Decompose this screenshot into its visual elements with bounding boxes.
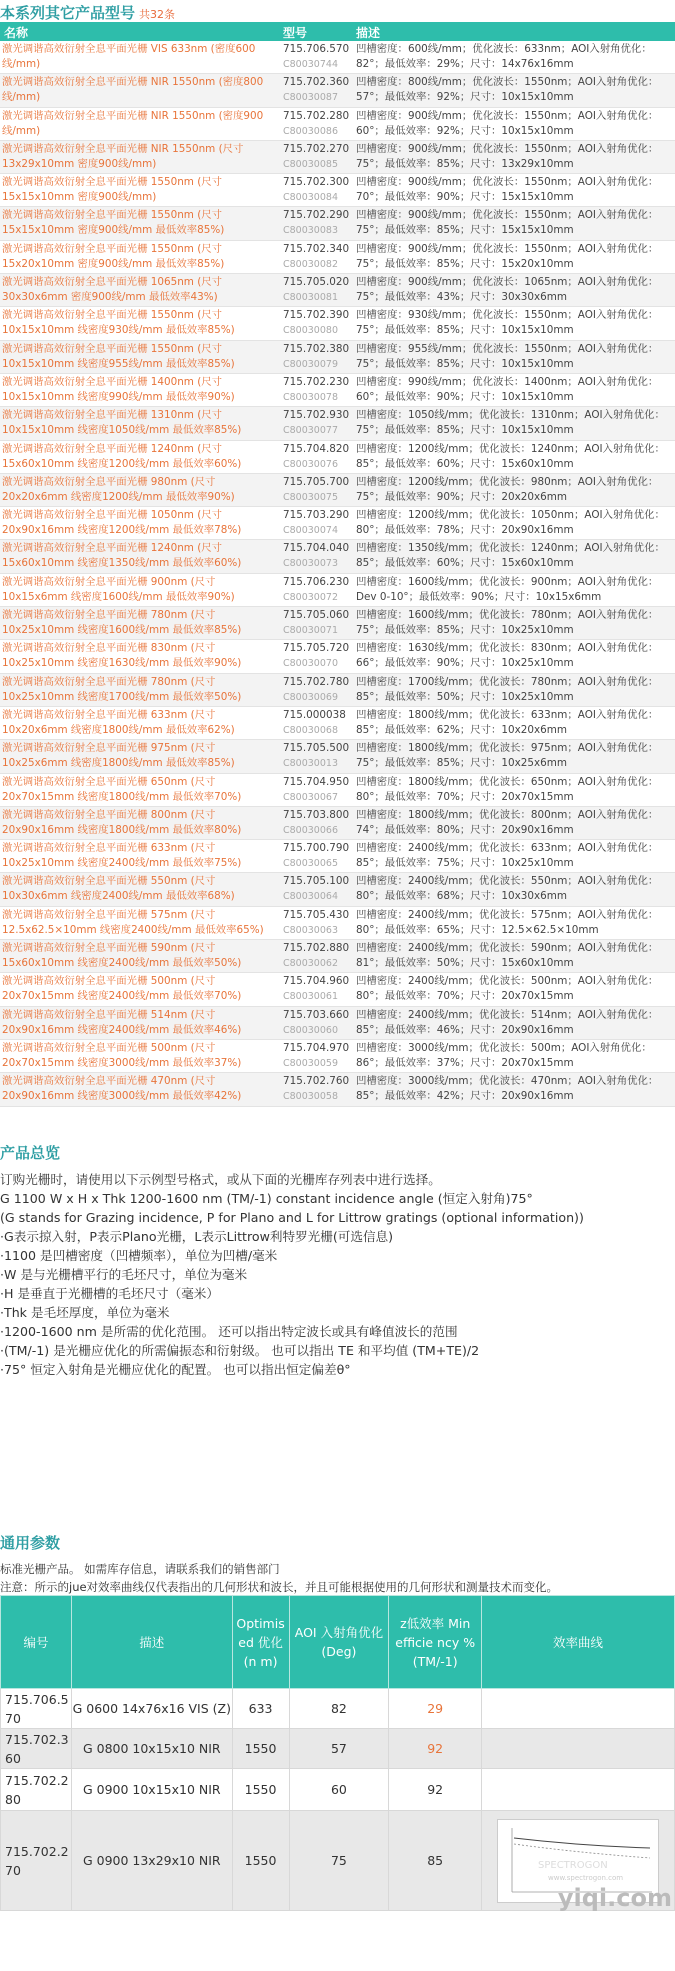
product-code-secondary: C80030078 — [283, 391, 338, 403]
product-code — [283, 342, 353, 372]
product-name-link[interactable]: 激光调谐高效衍射全息平面光栅 975nm (尺寸10x25x6mm 线密度1800线/mm 最低效率85%) — [2, 742, 235, 770]
th-aoi: AOI 入射角优化 (Deg) — [289, 1596, 389, 1689]
product-code-main: 715.702.780 — [283, 675, 350, 688]
product-row[interactable] — [0, 1007, 675, 1040]
product-code — [283, 408, 353, 438]
product-code-secondary: C80030064 — [283, 891, 338, 903]
product-list — [0, 22, 675, 1107]
product-code — [283, 175, 353, 205]
product-name-link[interactable]: 激光调谐高效衍射全息平面光栅 650nm (尺寸20x70x15mm 线密度1800线/mm 最低效率70%) — [2, 775, 242, 803]
param-curve — [482, 1769, 675, 1811]
product-row[interactable] — [0, 774, 675, 807]
product-code-secondary: C80030079 — [283, 358, 338, 370]
product-name-link[interactable]: 激光调谐高效衍射全息平面光栅 500nm (尺寸20x70x15mm 线密度2400线/mm 最低效率70%) — [2, 975, 242, 1003]
param-opt: 633 — [232, 1689, 289, 1729]
product-code — [283, 908, 353, 938]
product-list-header — [0, 22, 675, 41]
product-row[interactable] — [0, 441, 675, 474]
product-code-secondary: C80030074 — [283, 525, 338, 537]
th-opt: Optimis ed 优化(n m) — [232, 1596, 289, 1689]
product-row[interactable] — [0, 474, 675, 507]
product-code — [283, 508, 353, 538]
param-opt: 1550 — [232, 1811, 289, 1911]
product-code-secondary: C80030058 — [283, 1091, 338, 1103]
product-row[interactable] — [0, 374, 675, 407]
overview-line: 订购光栅时，请使用以下示例型号格式，或从下面的光栅库存列表中进行选择。 — [0, 1172, 441, 1187]
product-code-main: 715.705.060 — [283, 609, 350, 622]
param-desc: G 0800 10x15x10 NIR — [71, 1729, 232, 1769]
product-code — [283, 275, 353, 305]
product-desc: 凹槽密度：1630线/mm；优化波长：830nm；AOI入射角优化：66°；最低效率：90%；尺寸：10x25x10mm — [356, 642, 659, 670]
product-desc: 凹槽密度：900线/mm；优化波长：1065nm；AOI入射角优化：75°；最低效率：43%；尺寸：30x30x6mm — [356, 276, 659, 304]
params-row — [1, 1769, 675, 1811]
product-code — [283, 1008, 353, 1038]
product-code — [283, 675, 353, 705]
product-code — [283, 841, 353, 871]
product-code-secondary: C80030086 — [283, 125, 338, 137]
product-code-main: 715.705.430 — [283, 908, 350, 921]
overview-line: ·(TM/-1) 是光栅应优化的所需偏振态和衍射级。 也可以指出 TE 和平均值 (TM+TE)/2 — [0, 1343, 480, 1358]
product-row[interactable] — [0, 141, 675, 174]
product-row[interactable] — [0, 907, 675, 940]
product-code-secondary: C80030063 — [283, 924, 338, 936]
param-desc: G 0900 13x29x10 NIR — [71, 1811, 232, 1911]
product-code — [283, 308, 353, 338]
product-code — [283, 42, 353, 72]
product-code-main: 715.702.380 — [283, 342, 350, 355]
product-code-main: 715.706.230 — [283, 575, 350, 588]
product-name-link[interactable]: 激光调谐高效衍射全息平面光栅 1310nm (尺寸10x15x10mm 线密度1050线/mm 最低效率85%) — [2, 409, 242, 437]
product-desc: 凹槽密度：3000线/mm；优化波长：500m；AOI入射角优化：86°；最低效率：37%；尺寸：20x70x15mm — [356, 1041, 652, 1069]
product-code-secondary: C80030077 — [283, 425, 338, 437]
param-aoi: 60 — [289, 1769, 389, 1811]
product-code — [283, 608, 353, 638]
overview-line: ·1100 是凹槽密度（凹槽频率），单位为凹槽/毫米 — [0, 1248, 278, 1263]
product-name-link[interactable]: 激光调谐高效衍射全息平面光栅 NIR 1550nm (尺寸13x29x10mm 密度900线/mm) — [2, 142, 244, 170]
params-row — [1, 1689, 675, 1729]
params-note-1: 标准光栅产品。 如需库存信息，请联系我们的销售部门 — [0, 1562, 280, 1576]
product-desc: 凹槽密度：1600线/mm；优化波长：780nm；AOI入射角优化：75°；最低效率：85%；尺寸：10x25x10mm — [356, 609, 659, 637]
product-desc: 凹槽密度：900线/mm；优化波长：1550nm；AOI入射角优化：75°；最低效率：85%；尺寸：13x29x10mm — [356, 142, 659, 170]
product-desc: 凹槽密度：800线/mm；优化波长：1550nm；AOI入射角优化：57°；最低效率：92%；尺寸：10x15x10mm — [356, 76, 659, 104]
product-name-link[interactable]: 激光调谐高效衍射全息平面光栅 900nm (尺寸10x15x6mm 线密度1600线/mm 最低效率90%) — [2, 575, 235, 603]
product-code-main: 715.703.290 — [283, 509, 350, 522]
product-code-main: 715.704.950 — [283, 775, 350, 788]
product-code-main: 715.704.820 — [283, 442, 350, 455]
product-desc: 凹槽密度：990线/mm；优化波长：1400nm；AOI入射角优化：60°；最低效率：90%；尺寸：10x15x10mm — [356, 375, 659, 403]
product-row[interactable] — [0, 807, 675, 840]
param-curve — [482, 1811, 675, 1911]
product-row[interactable] — [0, 241, 675, 274]
product-code-secondary: C80030076 — [283, 458, 338, 470]
param-eff: 85 — [389, 1811, 482, 1911]
product-code-secondary: C80030073 — [283, 558, 338, 570]
product-code-secondary: C80030068 — [283, 724, 338, 736]
product-name-link[interactable]: 激光调谐高效衍射全息平面光栅 470nm (尺寸20x90x16mm 线密度3000线/mm 最低效率42%) — [2, 1075, 242, 1103]
product-row[interactable] — [0, 207, 675, 240]
product-code-main: 715.705.500 — [283, 742, 350, 755]
product-name-link[interactable]: 激光调谐高效衍射全息平面光栅 1550nm (尺寸10x15x10mm 线密度955线/mm 最低效率85%) — [2, 342, 235, 370]
product-code-main: 715.702.360 — [283, 76, 350, 89]
product-row[interactable] — [0, 507, 675, 540]
product-code-main: 715.702.290 — [283, 209, 350, 222]
product-name-link[interactable]: 激光调谐高效衍射全息平面光栅 980nm (尺寸20x20x6mm 线密度1200线/mm 最低效率90%) — [2, 475, 235, 503]
product-code — [283, 142, 353, 172]
product-name-link[interactable]: 激光调谐高效衍射全息平面光栅 1240nm (尺寸15x60x10mm 线密度1200线/mm 最低效率60%) — [2, 442, 242, 470]
product-code-main: 715.700.790 — [283, 842, 350, 855]
product-name-link[interactable]: 激光调谐高效衍射全息平面光栅 590nm (尺寸15x60x10mm 线密度2400线/mm 最低效率50%) — [2, 942, 242, 970]
product-name-link[interactable]: 激光调谐高效衍射全息平面光栅 NIR 1550nm (密度800线/mm) — [2, 76, 264, 104]
param-code: 715.702.2 70 — [1, 1811, 72, 1911]
product-code-secondary: C80030060 — [283, 1024, 338, 1036]
product-name-link[interactable]: 激光调谐高效衍射全息平面光栅 NIR 1550nm (密度900线/mm) — [2, 109, 264, 137]
product-code-main: 715.702.880 — [283, 942, 350, 955]
param-eff: 29 — [389, 1689, 482, 1729]
product-desc: 凹槽密度：2400线/mm；优化波长：575nm；AOI入射角优化：80°；最低效率：65%；尺寸：12.5×62.5×10mm — [356, 908, 659, 936]
product-code — [283, 708, 353, 738]
product-code — [283, 375, 353, 405]
product-row[interactable] — [0, 640, 675, 673]
params-title: 通用参数 — [0, 1534, 61, 1552]
params-row — [1, 1729, 675, 1769]
param-desc: G 0900 10x15x10 NIR — [71, 1769, 232, 1811]
product-code — [283, 941, 353, 971]
product-row[interactable] — [0, 341, 675, 374]
product-name-link[interactable]: 激光调谐高效衍射全息平面光栅 1550nm (尺寸10x15x10mm 线密度930线/mm 最低效率85%) — [2, 309, 235, 337]
product-code-secondary: C80030062 — [283, 958, 338, 970]
product-desc: 凹槽密度：1200线/mm；优化波长：1240nm；AOI入射角优化：85°；最低效率：60%；尺寸：15x60x10mm — [356, 442, 665, 470]
product-code — [283, 974, 353, 1004]
th-eff: z低效率 Min efficie ncy % (TM/-1) — [389, 1596, 482, 1689]
product-code-secondary: C80030744 — [283, 59, 338, 70]
curve-url: www.spectrogon.com — [548, 1873, 624, 1882]
product-desc: 凹槽密度：2400线/mm；优化波长：500nm；AOI入射角优化：80°；最低效率：70%；尺寸：20x70x15mm — [356, 975, 659, 1003]
product-row[interactable] — [0, 873, 675, 906]
overview-text — [0, 1170, 675, 1379]
overview-line: ·75° 恒定入射角是光栅应优化的配置。 也可以指出恒定偏差θ° — [0, 1362, 351, 1377]
product-code-secondary: C80030084 — [283, 192, 338, 204]
param-opt: 1550 — [232, 1729, 289, 1769]
product-desc: 凹槽密度：3000线/mm；优化波长：470nm；AOI入射角优化：85°；最低效率：42%；尺寸：20x90x16mm — [356, 1075, 659, 1103]
product-code — [283, 75, 353, 105]
th-code: 编号 — [1, 1596, 72, 1689]
params-table — [0, 1595, 675, 1911]
product-code-main: 715.704.040 — [283, 542, 350, 555]
product-desc: 凹槽密度：1800线/mm；优化波长：975nm；AOI入射角优化：75°；最低效率：85%；尺寸：10x25x6mm — [356, 742, 659, 770]
product-code-secondary: C80030072 — [283, 591, 338, 603]
param-eff: 92 — [389, 1729, 482, 1769]
product-code-main: 715.704.960 — [283, 975, 350, 988]
product-desc: 凹槽密度：1200线/mm；优化波长：1050nm；AOI入射角优化：80°；最低效率：78%；尺寸：20x90x16mm — [356, 509, 665, 537]
product-code-secondary: C80030083 — [283, 225, 338, 237]
param-aoi: 82 — [289, 1689, 389, 1729]
product-code — [283, 775, 353, 805]
product-code — [283, 641, 353, 671]
product-code — [283, 242, 353, 272]
product-row[interactable] — [0, 74, 675, 107]
product-code-main: 715.706.570 — [283, 43, 350, 55]
product-code-main: 715.702.230 — [283, 375, 350, 388]
product-name-link[interactable]: 激光调谐高效衍射全息平面光栅 1065nm (尺寸30x30x6mm 密度900线/mm 最低效率43%) — [2, 276, 223, 304]
product-name-link[interactable]: 激光调谐高效衍射全息平面光栅 514nm (尺寸20x90x16mm 线密度2400线/mm 最低效率46%) — [2, 1008, 242, 1036]
product-name-link[interactable]: 激光调谐高效衍射全息平面光栅 1050nm (尺寸20x90x16mm 线密度1200线/mm 最低效率78%) — [2, 509, 242, 537]
product-code — [283, 475, 353, 505]
product-code — [283, 808, 353, 838]
product-desc: 凹槽密度：2400线/mm；优化波长：633nm；AOI入射角优化：85°；最低效率：75%；尺寸：10x25x10mm — [356, 842, 659, 870]
product-name-link[interactable]: 激光调谐高效衍射全息平面光栅 1240nm (尺寸15x60x10mm 线密度1350线/mm 最低效率60%) — [2, 542, 242, 570]
product-code-secondary: C80030087 — [283, 92, 338, 104]
params-notes — [0, 1560, 558, 1596]
product-row[interactable] — [0, 940, 675, 973]
product-name-link[interactable]: 激光调谐高效衍射全息平面光栅 633nm (尺寸10x25x10mm 线密度2400线/mm 最低效率75%) — [2, 842, 242, 870]
product-code-secondary: C80030070 — [283, 658, 338, 670]
product-desc: 凹槽密度：900线/mm；优化波长：1550nm；AOI入射角优化：75°；最低效率：85%；尺寸：15x15x10mm — [356, 209, 659, 237]
product-row[interactable] — [0, 174, 675, 207]
overview-line: ·H 是垂直于光栅槽的毛坯尺寸（毫米） — [0, 1286, 219, 1301]
header-name: 名称 — [4, 26, 29, 40]
product-code-main: 715.000038 — [283, 708, 346, 721]
overview-line: ·W 是与光栅槽平行的毛坯尺寸，单位为毫米 — [0, 1267, 248, 1282]
product-desc: 凹槽密度：1800线/mm；优化波长：800nm；AOI入射角优化：74°；最低效率：80%；尺寸：20x90x16mm — [356, 808, 659, 836]
header-code: 型号 — [283, 26, 308, 40]
product-desc: 凹槽密度：930线/mm；优化波长：1550nm；AOI入射角优化：75°；最低效率：85%；尺寸：10x15x10mm — [356, 309, 659, 337]
product-row[interactable] — [0, 41, 675, 74]
site-watermark: yiqi.com — [557, 1884, 672, 1912]
overview-title: 产品总览 — [0, 1144, 61, 1162]
param-curve — [482, 1689, 675, 1729]
product-desc: 凹槽密度：600线/mm；优化波长：633nm；AOI入射角优化：82°；最低效率：29%；尺寸：14x76x16mm — [356, 43, 652, 70]
product-row[interactable] — [0, 1073, 675, 1106]
product-code-secondary: C80030081 — [283, 292, 338, 304]
product-code — [283, 1074, 353, 1104]
product-code-secondary: C80030061 — [283, 991, 338, 1003]
series-section-title — [0, 2, 175, 23]
product-desc: 凹槽密度：1800线/mm；优化波长：650nm；AOI入射角优化：80°；最低效率：70%；尺寸：20x70x15mm — [356, 775, 659, 803]
product-row[interactable] — [0, 607, 675, 640]
product-name-link[interactable]: 激光调谐高效衍射全息平面光栅 830nm (尺寸10x25x10mm 线密度1630线/mm 最低效率90%) — [2, 642, 242, 670]
product-code — [283, 741, 353, 771]
product-code — [283, 1041, 353, 1071]
product-code-secondary: C80030065 — [283, 858, 338, 870]
product-code-main: 715.703.660 — [283, 1008, 350, 1021]
param-opt: 1550 — [232, 1769, 289, 1811]
product-row[interactable] — [0, 574, 675, 607]
product-desc: 凹槽密度：900线/mm；优化波长：1550nm；AOI入射角优化：70°；最低效率：90%；尺寸：15x15x10mm — [356, 176, 659, 204]
product-row[interactable] — [0, 707, 675, 740]
product-row[interactable] — [0, 540, 675, 573]
product-code-secondary: C80030069 — [283, 691, 338, 703]
product-name-link[interactable]: 激光调谐高效衍射全息平面光栅 550nm (尺寸10x30x6mm 线密度2400线/mm 最低效率68%) — [2, 875, 235, 903]
params-row — [1, 1811, 675, 1911]
params-note-2: 注意：所示的jue对效率曲线仅代表指出的几何形状和波长，并且可能根据使用的几何形状和测量技术而变化。 — [0, 1580, 559, 1594]
product-code — [283, 874, 353, 904]
product-desc: 凹槽密度：2400线/mm；优化波长：550nm；AOI入射角优化：80°；最低效率：68%；尺寸：10x30x6mm — [356, 875, 659, 903]
overview-line: ·Thk 是毛坯厚度，单位为毫米 — [0, 1305, 170, 1320]
param-curve — [482, 1729, 675, 1769]
product-code-main: 715.704.970 — [283, 1041, 350, 1054]
overview-line: ·G表示掠入射，P表示Plano光栅，L表示Littrow利特罗光栅(可选信息) — [0, 1229, 394, 1244]
product-name-link[interactable]: 激光调谐高效衍射全息平面光栅 1550nm (尺寸15x15x10mm 密度900线/mm) — [2, 176, 223, 204]
product-code-main: 715.702.340 — [283, 242, 350, 255]
product-name-link[interactable]: 激光调谐高效衍射全息平面光栅 800nm (尺寸20x90x16mm 线密度1800线/mm 最低效率80%) — [2, 808, 242, 836]
product-desc: 凹槽密度：2400线/mm；优化波长：590nm；AOI入射角优化：81°；最低效率：50%；尺寸：15x60x10mm — [356, 942, 659, 970]
product-code — [283, 541, 353, 571]
product-code-main: 715.705.100 — [283, 875, 350, 888]
product-code — [283, 442, 353, 472]
product-code-main: 715.702.760 — [283, 1075, 350, 1088]
product-code-secondary: C80030071 — [283, 625, 338, 637]
curve-watermark: SPECTROGON — [538, 1859, 608, 1871]
product-name-link[interactable]: 激光调谐高效衍射全息平面光栅 780nm (尺寸10x25x10mm 线密度1700线/mm 最低效率50%) — [2, 675, 242, 703]
product-desc: 凹槽密度：1350线/mm；优化波长：1240nm；AOI入射角优化：85°；最低效率：60%；尺寸：15x60x10mm — [356, 542, 665, 570]
product-desc: 凹槽密度：1800线/mm；优化波长：633nm；AOI入射角优化：85°；最低效率：62%；尺寸：10x20x6mm — [356, 708, 659, 736]
product-desc: 凹槽密度：1050线/mm；优化波长：1310nm；AOI入射角优化：75°；最低效率：85%；尺寸：10x15x10mm — [356, 409, 665, 437]
series-title-text: 本系列其它产品型号 — [0, 4, 136, 22]
product-code-main: 715.702.270 — [283, 142, 350, 155]
product-code-main: 715.702.300 — [283, 176, 350, 189]
product-row[interactable] — [0, 740, 675, 773]
product-code-secondary: C80030013 — [283, 758, 338, 770]
product-name-link[interactable]: 激光调谐高效衍射全息平面光栅 633nm (尺寸10x20x6mm 线密度1800线/mm 最低效率62%) — [2, 708, 235, 736]
product-desc: 凹槽密度：1700线/mm；优化波长：780nm；AOI入射角优化：85°；最低效率：50%；尺寸：10x25x10mm — [356, 675, 659, 703]
param-aoi: 57 — [289, 1729, 389, 1769]
overview-line: ·1200-1600 nm 是所需的优化范围。 还可以指出特定波长或具有峰值波长的范围 — [0, 1324, 458, 1339]
product-row[interactable] — [0, 274, 675, 307]
product-name-link[interactable]: 激光调谐高效衍射全息平面光栅 500nm (尺寸20x70x15mm 线密度3000线/mm 最低效率37%) — [2, 1041, 242, 1069]
product-code-secondary: C80030067 — [283, 791, 338, 803]
param-aoi: 75 — [289, 1811, 389, 1911]
product-code-secondary: C80030059 — [283, 1057, 338, 1069]
product-code-main: 715.702.390 — [283, 309, 350, 322]
product-name-link[interactable]: 激光调谐高效衍射全息平面光栅 780nm (尺寸10x25x10mm 线密度1600线/mm 最低效率85%) — [2, 609, 242, 637]
product-row[interactable] — [0, 973, 675, 1006]
product-name-link[interactable]: 激光调谐高效衍射全息平面光栅 575nm (尺寸12.5x62.5×10mm 线密度2400线/mm 最低效率65%) — [2, 908, 264, 936]
product-desc: 凹槽密度：2400线/mm；优化波长：514nm；AOI入射角优化：85°；最低效率：46%；尺寸：20x90x16mm — [356, 1008, 659, 1036]
product-code — [283, 575, 353, 605]
product-code-main: 715.705.020 — [283, 276, 350, 289]
series-count: 共32条 — [139, 8, 176, 21]
product-desc: 凹槽密度：1600线/mm；优化波长：900nm；AOI入射角优化：Dev 0-10°；最低效率：90%；尺寸：10x15x6mm — [356, 575, 659, 603]
product-row[interactable] — [0, 1040, 675, 1073]
overview-line: G 1100 W x H x Thk 1200-1600 nm (TM/-1) constant incidence angle (恒定入射角)75° — [0, 1191, 533, 1206]
product-desc: 凹槽密度：900线/mm；优化波长：1550nm；AOI入射角优化：75°；最低效率：85%；尺寸：15x20x10mm — [356, 242, 659, 270]
product-code-main: 715.702.930 — [283, 409, 350, 422]
product-name-link[interactable]: 激光调谐高效衍射全息平面光栅 VIS 633nm (密度600线/mm) — [2, 43, 256, 70]
product-desc: 凹槽密度：1200线/mm；优化波长：980nm；AOI入射角优化：75°；最低效率：90%；尺寸：20x20x6mm — [356, 475, 659, 503]
param-code: 715.702.3 60 — [1, 1729, 72, 1769]
param-eff: 92 — [389, 1769, 482, 1811]
param-code: 715.702.2 80 — [1, 1769, 72, 1811]
th-desc: 描述 — [71, 1596, 232, 1689]
param-desc: G 0600 14x76x16 VIS (Z) — [71, 1689, 232, 1729]
product-desc: 凹槽密度：900线/mm；优化波长：1550nm；AOI入射角优化：60°；最低效率：92%；尺寸：10x15x10mm — [356, 109, 659, 137]
header-desc: 描述 — [356, 26, 381, 40]
product-name-link[interactable]: 激光调谐高效衍射全息平面光栅 1550nm (尺寸15x15x10mm 密度900线/mm 最低效率85%) — [2, 209, 225, 237]
product-code-secondary: C80030066 — [283, 824, 338, 836]
product-code-secondary: C80030075 — [283, 491, 338, 503]
param-code: 715.706.5 70 — [1, 1689, 72, 1729]
product-row[interactable] — [0, 307, 675, 340]
product-code-main: 715.705.700 — [283, 475, 350, 488]
product-code — [283, 208, 353, 238]
product-code-secondary: C80030080 — [283, 325, 338, 337]
th-curve: 效率曲线 — [482, 1596, 675, 1689]
product-row[interactable] — [0, 840, 675, 873]
product-desc: 凹槽密度：955线/mm；优化波长：1550nm；AOI入射角优化：75°；最低效率：85%；尺寸：10x15x10mm — [356, 342, 659, 370]
product-code-secondary: C80030082 — [283, 258, 338, 270]
product-name-link[interactable]: 激光调谐高效衍射全息平面光栅 1550nm (尺寸15x20x10mm 密度900线/mm 最低效率85%) — [2, 242, 225, 270]
overview-line: (G stands for Grazing incidence, P for Plano and L for Littrow gratings (optional information)) — [0, 1210, 584, 1225]
product-code — [283, 109, 353, 139]
product-name-link[interactable]: 激光调谐高效衍射全息平面光栅 1400nm (尺寸10x15x10mm 线密度990线/mm 最低效率90%) — [2, 375, 235, 403]
product-row[interactable] — [0, 407, 675, 440]
product-row[interactable] — [0, 674, 675, 707]
product-code-secondary: C80030085 — [283, 158, 338, 170]
product-code-main: 715.702.280 — [283, 109, 350, 122]
product-code-main: 715.703.800 — [283, 808, 350, 821]
product-code-main: 715.705.720 — [283, 642, 350, 655]
product-row[interactable] — [0, 108, 675, 141]
